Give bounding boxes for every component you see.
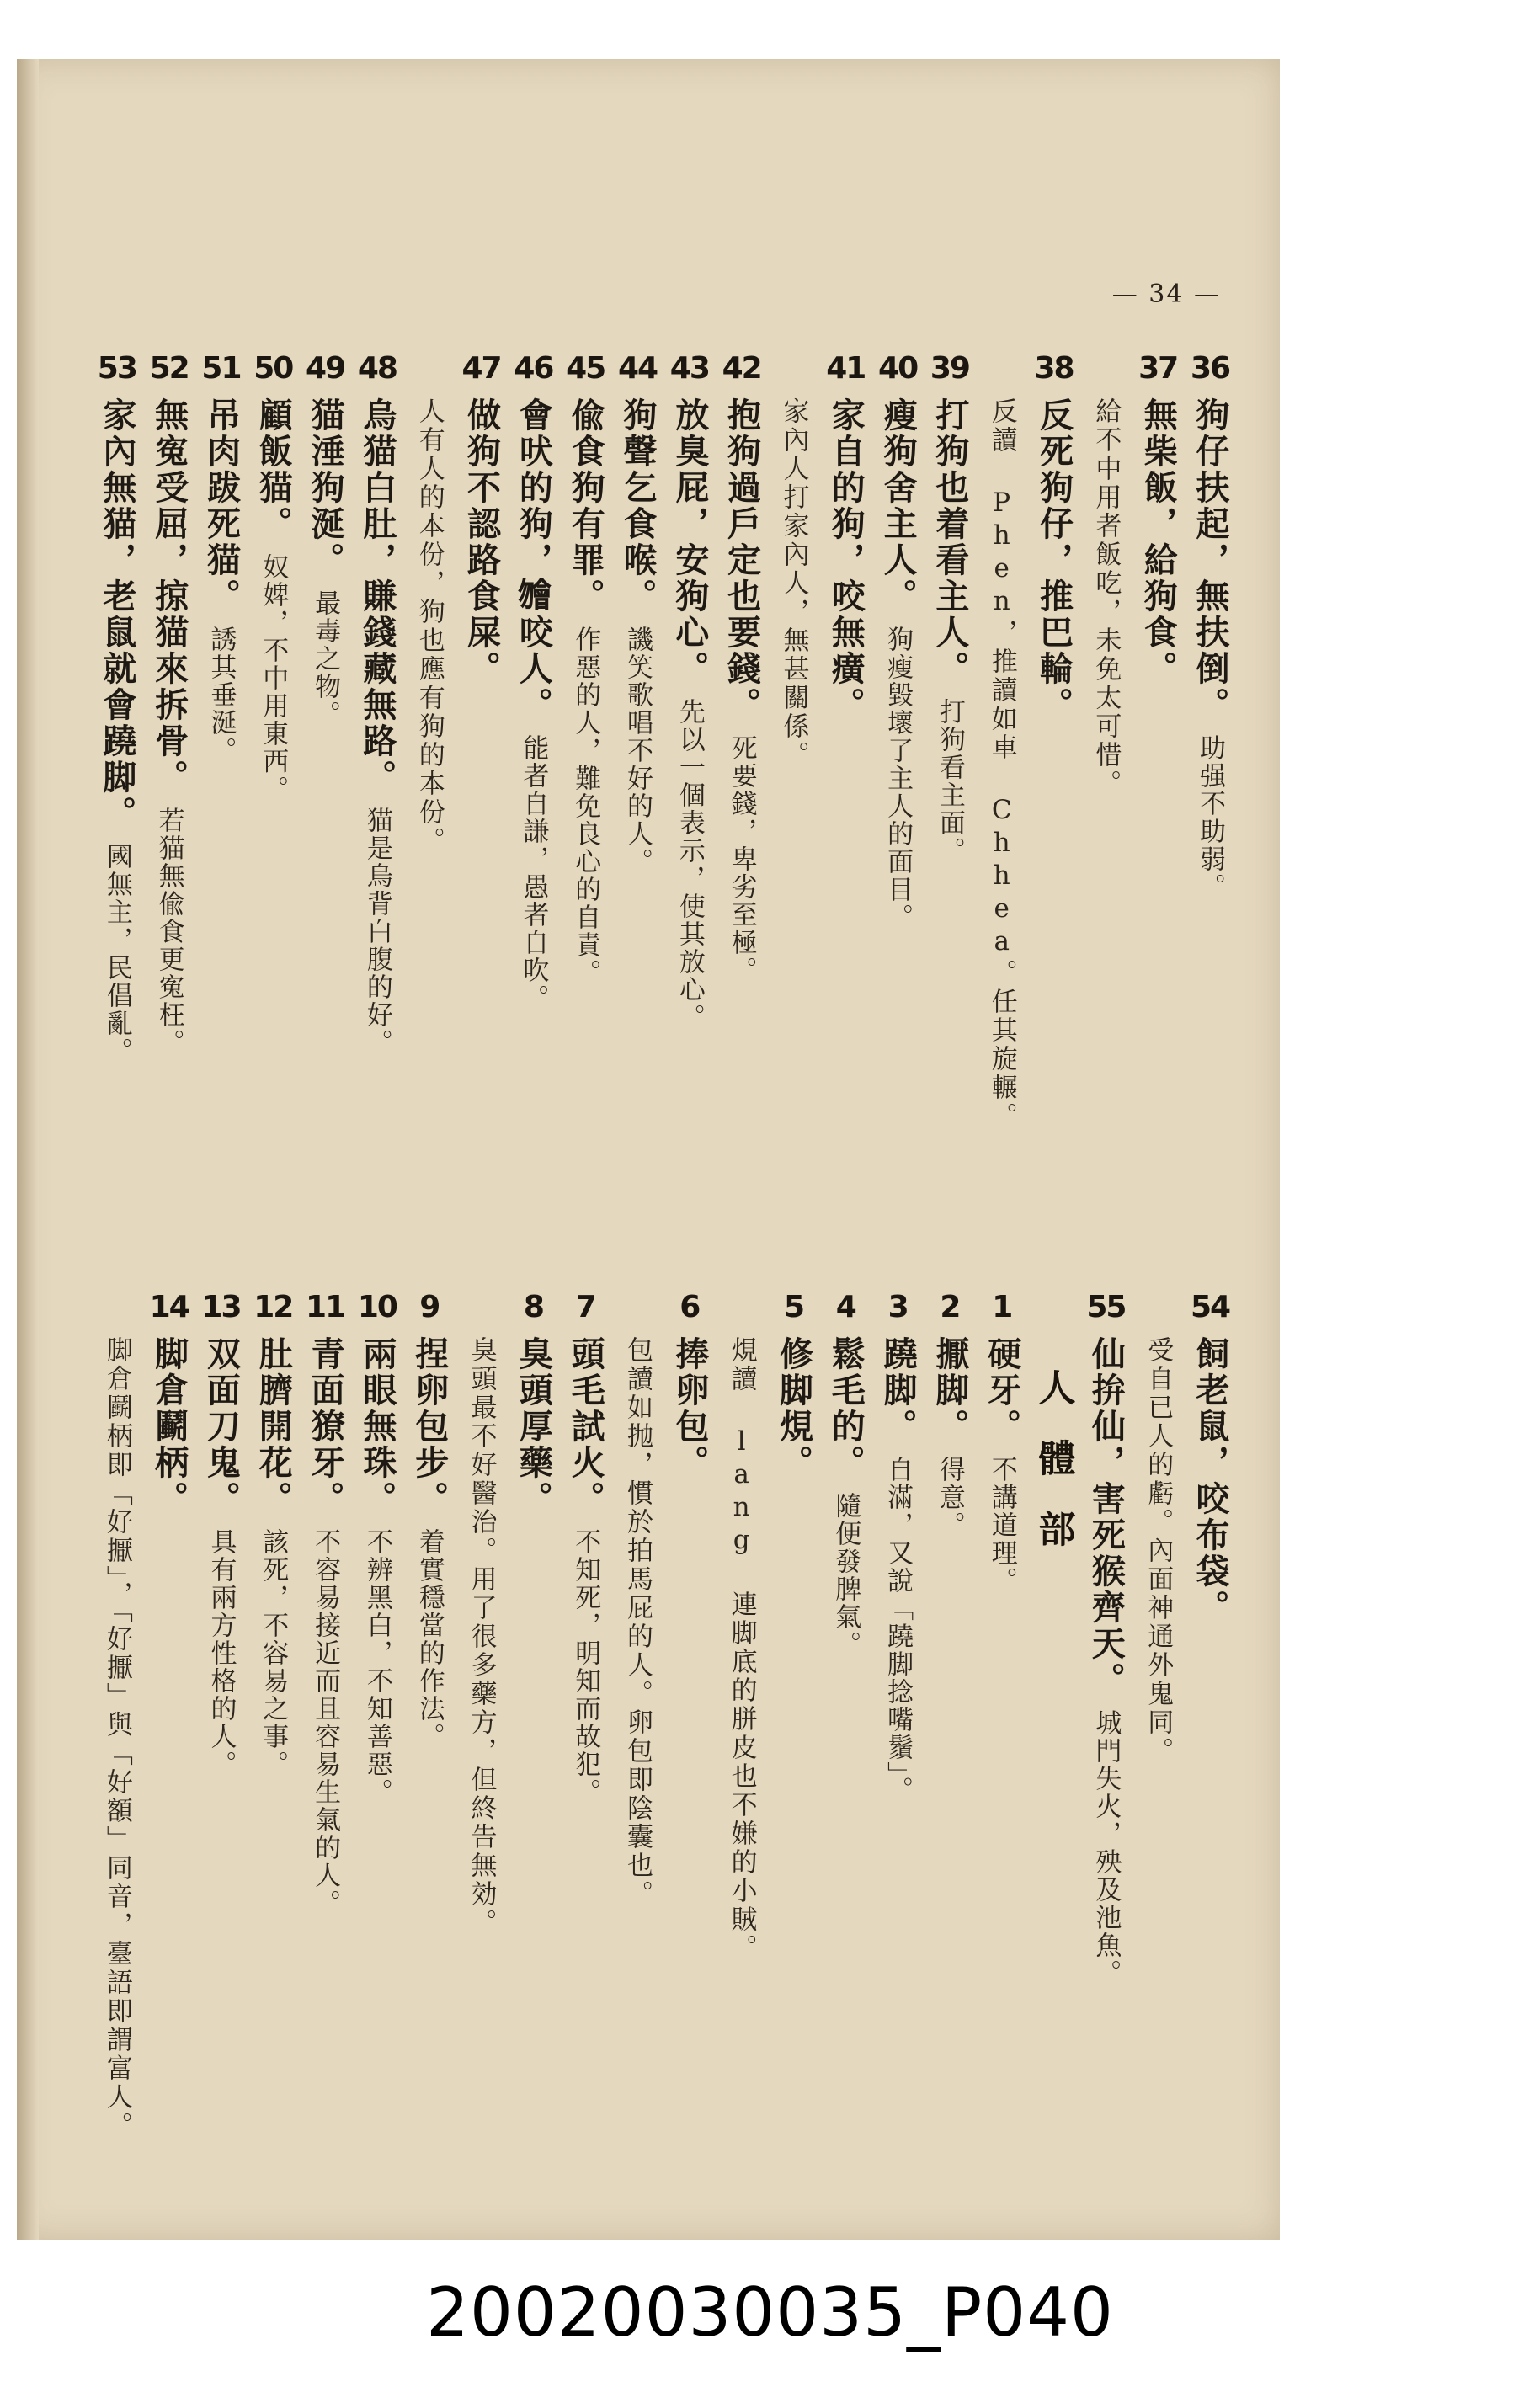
bottom-text-block [93,1284,1238,2151]
text-column [89,1284,145,2151]
entry-note: 着實穩當的作法。 [413,1500,445,1750]
entry-number: 9 [419,1290,440,1324]
entry-note: 死要錢，卑劣至極。 [726,706,757,984]
entry-text: 人有人的本份，狗也應有狗的本份。 [413,397,445,855]
entry-number: 54 [1190,1290,1230,1324]
entry-text: 鬆毛的。 隨便發脾氣。 [826,1336,866,1659]
entry-note: 隨便發脾氣。 [830,1464,861,1659]
entry-number: 55 [1086,1290,1126,1324]
text-column [922,345,978,1204]
page-number: — 34 — [1111,280,1221,309]
entry-number: 47 [461,351,501,386]
entry-text: 修脚䙺。 [774,1336,814,1481]
entry-text: 反讀 Phen，推讀如車 Chhea。任其旋輾。 [986,397,1017,1131]
text-column [818,1284,873,2151]
entry-number [1078,345,1133,392]
entry-text: 無寃受屈，掠猫來拆骨。 若猫無偸食更寃枉。 [149,397,189,1057]
text-column [297,345,353,1204]
text-column [1078,1284,1133,2151]
entry-text: 打狗也着看主人。 打狗看主面。 [930,397,970,865]
scanned-page [17,59,1280,2240]
image-caption: 20020030035_P040 [426,2273,1114,2352]
text-column [245,1284,301,2151]
text-column [505,345,561,1204]
entry-text: 放臭屁，安狗心。 先以一個表示，使其放心。 [669,397,710,1031]
text-column [610,1284,665,2151]
entry-note: 先以一個表示，使其放心。 [674,670,705,1031]
entry-note: 不容易接近而且容易生氣的人。 [310,1500,341,1917]
entry-number: 49 [306,351,345,386]
entry-text: 偸食狗有罪。 作惡的人，難免良心的自責。 [566,397,606,987]
entry-number: 7 [575,1290,595,1324]
entry-text: 頭毛試火。 不知死，明知而故犯。 [566,1336,606,1806]
text-column [557,345,613,1204]
entry-number: 39 [930,351,969,386]
text-column [818,345,873,1204]
entry-note: 狗瘦毀壞了主人的面目。 [882,598,914,931]
entry-number: 52 [149,351,189,386]
entry-number [974,345,1030,392]
entry-text: 受自已人的虧。內面神通外鬼同。 [1143,1336,1174,1766]
text-column [1026,1284,1082,2151]
entry-number: 12 [253,1290,293,1324]
entry-number [454,1284,509,1331]
text-column [714,345,770,1204]
text-column [402,1284,457,2151]
entry-number [765,345,821,392]
text-column [662,1284,717,2151]
text-column [1130,1284,1186,2151]
entry-number [1130,1284,1186,1331]
entry-number: 36 [1190,351,1230,386]
entry-number [610,1284,665,1331]
text-column [402,345,457,1204]
text-column [974,1284,1030,2151]
text-column [193,345,248,1204]
entry-text: 會吠的狗，𣍐咬人。 能者自謙，愚者自吹。 [514,397,554,1012]
text-column [1026,345,1082,1204]
entry-note: 猫是烏背白腹的好。 [361,779,392,1057]
entry-number: 44 [617,351,658,386]
text-column [454,1284,509,2151]
text-column [297,1284,353,2151]
entry-note: 奴婢，不中用東西。 [258,525,289,803]
entry-text: 包讀如抛，慣於拍馬屁的人。卵包即陰囊也。 [622,1336,653,1909]
entry-text: 脚倉鬬柄即「好擫」，「好擫」與「好額」同音，臺語即謂富人。 [101,1336,132,2140]
entry-number: 5 [783,1290,803,1324]
entry-text: 臭頭最不好醫治。用了很多藥方，但終告無効。 [466,1336,497,1937]
entry-note: 該死，不容易之事。 [258,1500,289,1778]
text-column [714,1284,770,2151]
text-column [505,1284,561,2151]
text-column [193,1284,248,2151]
entry-note: 能者自謙，愚者自吹。 [518,706,549,1012]
entry-note: 城門失火，殃及池魚。 [1090,1681,1122,1987]
entry-text: 家內人打家內人，無甚關係。 [778,397,809,770]
entry-note: 助强不助弱。 [1195,706,1225,901]
text-column [245,345,301,1204]
entry-number: 11 [306,1290,345,1324]
entry-note: 具有兩方性格的人。 [205,1500,237,1778]
text-column [765,345,821,1204]
text-column [1078,345,1133,1204]
entry-number: 38 [1034,351,1074,386]
entry-number [89,1284,145,1331]
text-column [1182,1284,1238,2151]
text-column [454,345,509,1204]
entry-note: 若猫無偸食更寃枉。 [153,779,184,1057]
entry-note: 作惡的人，難免良心的自責。 [570,598,601,987]
text-column [349,345,405,1204]
entry-text: 家自的狗，咬無癀。 [826,397,866,723]
text-column [141,1284,197,2151]
entry-number: 51 [201,351,241,386]
top-text-block [93,345,1238,1204]
entry-text: 肚臍開花。 該死，不容易之事。 [253,1336,294,1778]
entry-text: 仙拚仙，害死猴齊天。 城門失火，殃及池魚。 [1086,1336,1127,1987]
entry-number: 4 [835,1290,855,1324]
entry-number: 42 [722,351,761,386]
entry-text: 給不中用者飯吃，未免太可惜。 [1090,397,1122,798]
entry-text: 抱狗過戶定也要錢。 死要錢，卑劣至極。 [722,397,762,984]
entry-number [402,345,457,392]
entry-text: 瘦狗舍主人。 狗瘦毀壞了主人的面目。 [878,397,919,931]
entry-number: 43 [669,351,709,386]
entry-text: 硬牙。 不講道理。 [982,1336,1022,1595]
text-column [974,345,1030,1204]
text-column [1130,345,1186,1204]
text-column [922,1284,978,2151]
entry-text: 飼老鼠，咬布袋。 [1191,1336,1230,1626]
entry-text: 烏猫白肚，賺錢藏無路。 猫是烏背白腹的好。 [357,397,397,1057]
entry-text: 狗仔扶起，無扶倒。 助强不助弱。 [1191,397,1230,901]
entry-note: 譏笑歌唱不好的人。 [622,598,653,876]
entry-text: 擫脚。 得意。 [930,1336,970,1539]
entry-text: 家內無猫，老鼠就會蹺脚。 國無主，民倡亂。 [97,397,137,1065]
entry-text: 捏卵包步。 着實穩當的作法。 [409,1336,450,1750]
section-heading: 人體部 [1031,1368,1075,1580]
entry-note: 不知死，明知而故犯。 [570,1500,601,1806]
entry-number [714,1284,770,1331]
entry-note: 打狗看主面。 [934,670,965,865]
entry-note: 不講道理。 [986,1428,1017,1595]
entry-text: 兩眼無珠。 不辨黑白，不知善惡。 [357,1336,397,1806]
entry-note: 得意。 [934,1428,965,1539]
text-column [870,345,925,1204]
entry-text: 反死狗仔，推巴輪。 [1034,397,1074,723]
entry-text: 脚倉鬬柄。 [149,1336,189,1517]
entry-text: 双面刀鬼。 具有兩方性格的人。 [201,1336,242,1778]
entry-text: 䙺讀 lang 連脚底的胼皮也不嫌的小賊。 [726,1336,757,1963]
entry-number: 8 [523,1290,543,1324]
text-column [870,1284,925,2151]
entry-number: 3 [887,1290,908,1324]
entry-text: 狗聲乞食喉。 譏笑歌唱不好的人。 [618,397,658,876]
entry-text: 無柴飯，給狗食。 [1138,397,1179,687]
entry-number: 45 [566,351,605,386]
entry-text: 蹺脚。 自滿，又說「蹺脚捻嘴鬚」。 [878,1336,919,1804]
entry-text: 猫涶狗涎。 最毒之物。 [306,397,346,728]
entry-number: 41 [826,351,866,386]
entry-number: 48 [357,351,397,386]
entry-text: 捧卵包。 [669,1336,710,1481]
text-column [610,345,665,1204]
text-column [1182,345,1238,1204]
entry-note: 不辨黑白，不知善惡。 [361,1500,392,1806]
entry-note: 自滿，又說「蹺脚捻嘴鬚」。 [882,1428,914,1804]
text-column [662,345,717,1204]
entry-number: 1 [992,1290,1012,1324]
text-column [89,345,145,1204]
entry-number: 46 [514,351,553,386]
entry-number: 14 [149,1290,189,1324]
entry-number: 10 [357,1290,397,1324]
entry-number: 6 [679,1290,700,1324]
entry-number: 37 [1138,351,1178,386]
text-column [141,345,197,1204]
page-spine [17,59,39,2240]
text-column [349,1284,405,2151]
entry-note: 最毒之物。 [310,562,341,728]
entry-number: 50 [253,351,293,386]
entry-number: 53 [97,351,136,386]
entry-text: 臭頭厚藥。 [514,1336,554,1517]
entry-text: 做狗不認路食屎。 [461,397,502,687]
entry-number: 13 [201,1290,241,1324]
entry-text: 吊肉跋死猫。 誘其垂涎。 [201,397,242,765]
entry-text: 青面獠牙。 不容易接近而且容易生氣的人。 [306,1336,346,1917]
entry-number: 40 [878,351,918,386]
entry-text: 顧飯猫。 奴婢，不中用東西。 [253,397,294,803]
entry-number: 2 [940,1290,960,1324]
entry-note: 誘其垂涎。 [205,598,237,765]
text-column [765,1284,821,2151]
entry-note: 國無主，民倡亂。 [101,815,132,1065]
text-column [557,1284,613,2151]
